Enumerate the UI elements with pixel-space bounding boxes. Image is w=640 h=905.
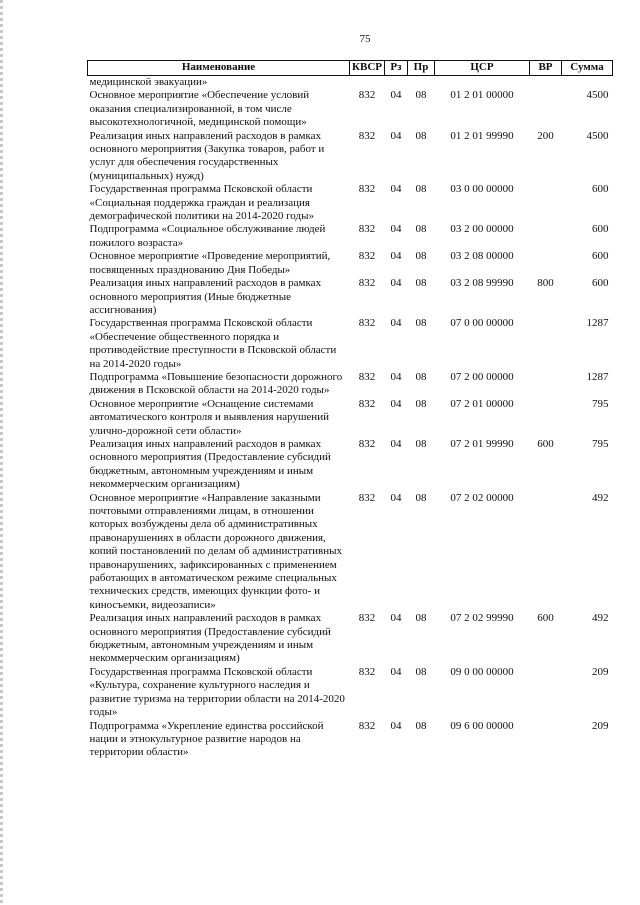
cell-name: медицинской эвакуации» [89,76,208,88]
cell-pr: 08 [415,317,427,330]
cell-vr [530,89,562,129]
table-row [88,223,613,250]
cell-sum: 492 [592,612,609,625]
cell-name: Реализация иных направлений расходов в рамках основного мероприятия (Предоставление субсидий бюджетным, автономным учреждениям и иным некоммерческим организациям) [89,437,331,491]
cell-name: Подпрограмма «Укрепление единства российской нации и этнокультурное развитие народов на территории области» [89,719,324,759]
cell-pr: 08 [415,277,427,290]
cell-vr [530,183,562,223]
cell-rz: 04 [390,397,402,410]
table-header-row [88,61,613,76]
cell-pr: 08 [415,491,427,504]
cell-name: Государственная программа Псковской области «Культура, сохранение культурного наследия и развитие туризма на территории области на 2014-2020 годы» [89,665,345,719]
cell-sum: 1287 [586,317,609,330]
page-number: 75 [359,33,371,45]
cell-name: Основное мероприятие «Проведение мероприятий, посвященных празднованию Дня Победы» [89,250,331,276]
cell-csr: 09 0 00 00000 [450,665,514,678]
cell-sum: 4500 [586,89,609,102]
cell-csr: 03 2 08 99990 [450,277,514,290]
cell-sum: 600 [592,223,609,236]
cell-pr: 08 [415,89,427,102]
cell-rz: 04 [390,129,402,142]
cell-pr: 08 [415,370,427,383]
cell-name: Реализация иных направлений расходов в рамках основного мероприятия (Закупка товаров, работ и услуг для обеспечения государственных (муниципальных) нужд) [89,129,325,182]
cell-name: Государственная программа Псковской области «Социальная поддержка граждан и реализация демографической политики на 2014-2020 годы» [89,183,314,223]
cell-vr [530,492,562,613]
cell-csr: 07 2 01 99990 [450,437,514,450]
cell-kvsr: 832 [358,89,376,102]
cell-kvsr: 832 [358,719,376,732]
cell-vr [530,720,562,760]
table-row [88,317,613,371]
cell-vr [530,76,562,90]
cell-vr: 800 [537,277,554,290]
cell-vr [530,250,562,277]
cell-pr: 08 [415,437,427,450]
cell-rz: 04 [390,491,402,504]
cell-sum: 4500 [586,129,609,142]
cell-kvsr: 832 [358,491,376,504]
table-row [88,492,613,613]
cell-kvsr: 832 [358,223,376,236]
table-row [88,438,613,492]
table-row [88,130,613,184]
cell-csr: 03 2 00 00000 [450,223,514,236]
cell-name: Реализация иных направлений расходов в рамках основного мероприятия (Иные бюджетные ассигнования) [89,277,322,316]
cell-rz: 04 [390,317,402,330]
header-pr: Пр [408,61,435,76]
cell-sum: 209 [592,665,609,678]
header-sum: Сумма [562,61,613,76]
cell-kvsr: 832 [358,612,376,625]
cell-csr: 07 2 02 00000 [450,491,514,504]
cell-name: Основное мероприятие «Направление заказными почтовыми отправлениями лицам, в отношении которых возбуждены дела об административных правонарушениях в области дорожного движения, копий постановлений по делам об административных правонарушениях, зафиксированных с применением работающих в автоматическом режиме специальных технических средств, имеющих функции фото- и киносъемки, видеозаписи» [89,491,343,611]
cell-sum: 492 [592,491,609,504]
cell-vr [530,666,562,720]
cell-name: Реализация иных направлений расходов в рамках основного мероприятия (Предоставление субсидий бюджетным, автономным учреждениям и иным некоммерческим организациям) [89,612,331,665]
header-rz: Рз [385,61,408,76]
cell-pr: 08 [415,129,427,142]
cell-sum: 209 [592,719,609,732]
header-csr: ЦСР [435,61,530,76]
header-name: Наименование [88,61,350,76]
cell-kvsr: 832 [358,397,376,410]
cell-name: Государственная программа Псковской области «Обеспечение общественного порядка и противодействие преступности в Псковской области на 2014-2020 годы» [89,317,337,370]
cell-rz: 04 [390,370,402,383]
scan-edge [0,0,3,905]
header-kvsr: КВСР [350,61,385,76]
cell-vr: 600 [537,612,554,625]
cell-pr [408,76,435,90]
cell-rz: 04 [390,223,402,236]
cell-sum: 600 [592,183,609,196]
cell-name: Подпрограмма «Повышение безопасности дорожного движения в Псковской области на 2014-2020 годы» [89,370,343,397]
cell-sum: 600 [592,277,609,290]
cell-pr: 08 [415,397,427,410]
cell-csr: 07 2 00 00000 [450,370,514,383]
table-row [88,183,613,223]
cell-kvsr: 832 [358,277,376,290]
cell-sum: 795 [592,437,609,450]
cell-kvsr: 832 [358,665,376,678]
cell-pr: 08 [415,183,427,196]
cell-sum: 1287 [586,370,609,383]
cell-kvsr: 832 [358,129,376,142]
cell-csr [435,76,530,90]
cell-rz: 04 [390,437,402,450]
table-row [88,250,613,277]
table-row [88,76,613,90]
cell-vr [530,371,562,398]
table-row [88,89,613,129]
cell-rz: 04 [390,665,402,678]
cell-rz [385,76,408,90]
cell-pr: 08 [415,223,427,236]
cell-name: Основное мероприятие «Обеспечение условий оказания специализированной, в том числе высокотехнологичной, медицинской помощи» [89,89,310,129]
cell-vr: 600 [537,437,554,450]
table-row [88,666,613,720]
cell-csr: 01 2 01 00000 [450,89,514,102]
cell-pr: 08 [415,250,427,263]
cell-sum [562,76,613,90]
cell-kvsr: 832 [358,437,376,450]
cell-vr [530,223,562,250]
cell-pr: 08 [415,719,427,732]
cell-rz: 04 [390,277,402,290]
cell-csr: 01 2 01 99990 [450,129,514,142]
cell-rz: 04 [390,89,402,102]
cell-pr: 08 [415,612,427,625]
cell-rz: 04 [390,719,402,732]
table-row [88,398,613,438]
cell-rz: 04 [390,183,402,196]
cell-csr: 07 2 02 99990 [450,612,514,625]
cell-name: Основное мероприятие «Оснащение системами автоматического контроля и выявления нарушений улично-дорожной сети области» [89,397,329,437]
cell-vr [530,398,562,438]
table-row [88,277,613,317]
cell-csr: 03 0 00 00000 [450,183,514,196]
cell-csr: 07 2 01 00000 [450,397,514,410]
cell-sum: 795 [592,397,609,410]
header-vr: ВР [530,61,562,76]
cell-kvsr [350,76,385,90]
cell-kvsr: 832 [358,183,376,196]
budget-table [87,60,613,760]
table-body [88,76,613,760]
cell-rz: 04 [390,612,402,625]
table-row [88,371,613,398]
cell-name: Подпрограмма «Социальное обслуживание людей пожилого возраста» [89,223,326,249]
cell-pr: 08 [415,665,427,678]
cell-vr [530,317,562,371]
cell-csr: 03 2 08 00000 [450,250,514,263]
cell-csr: 07 0 00 00000 [450,317,514,330]
table-row [88,612,613,666]
cell-kvsr: 832 [358,370,376,383]
cell-kvsr: 832 [358,317,376,330]
cell-vr: 200 [537,129,554,142]
table-row [88,720,613,760]
cell-kvsr: 832 [358,250,376,263]
cell-csr: 09 6 00 00000 [450,719,514,732]
cell-rz: 04 [390,250,402,263]
cell-sum: 600 [592,250,609,263]
